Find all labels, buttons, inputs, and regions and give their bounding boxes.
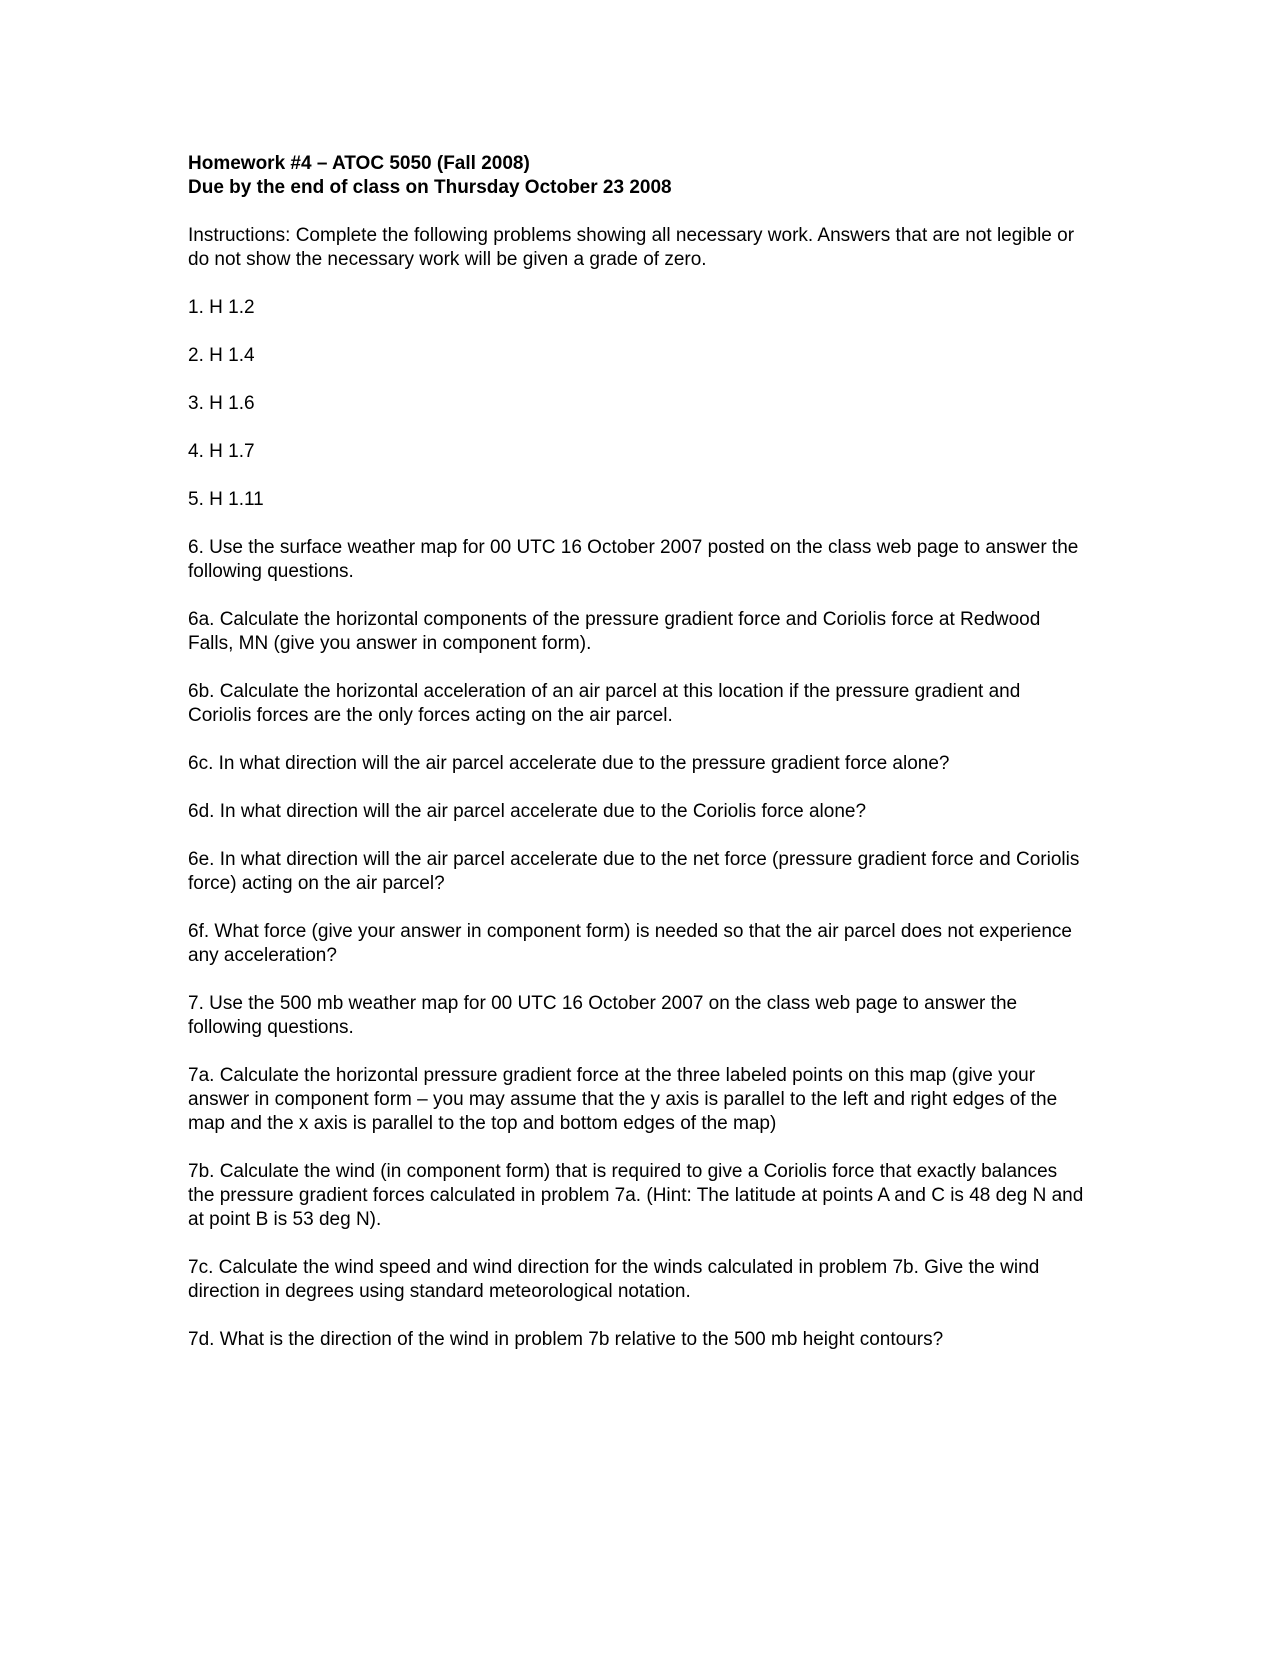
problem-6b: 6b. Calculate the horizontal acceleration of an air parcel at this location if the pressure gradient and Coriolis forces are the only forces acting on the air parcel. bbox=[188, 681, 1021, 726]
problem-6e: 6e. In what direction will the air parcel accelerate due to the net force (pressure gradient force and Coriolis force) acting on the air parcel? bbox=[188, 849, 1080, 894]
problem-6c: 6c. In what direction will the air parcel accelerate due to the pressure gradient force alone? bbox=[188, 753, 950, 774]
homework-title: Homework #4 – ATOC 5050 (Fall 2008) bbox=[188, 153, 530, 174]
problem-4: 4. H 1.7 bbox=[188, 441, 255, 462]
problem-3: 3. H 1.6 bbox=[188, 393, 255, 414]
problem-7b: 7b. Calculate the wind (in component form) that is required to give a Coriolis force that exactly balances the pressure gradient forces calculated in problem 7a. (Hint: The latitude at points A and C is 48 deg N and at point B is 53 deg N). bbox=[188, 1161, 1084, 1230]
problem-7c: 7c. Calculate the wind speed and wind direction for the winds calculated in problem 7b. Give the wind direction in degrees using standard meteorological notation. bbox=[188, 1257, 1040, 1302]
instructions: Instructions: Complete the following problems showing all necessary work. Answers that are not legible or do not show the necessary work will be given a grade of zero. bbox=[188, 225, 1075, 270]
problem-2: 2. H 1.4 bbox=[188, 345, 255, 366]
problem-7: 7. Use the 500 mb weather map for 00 UTC 16 October 2007 on the class web page to answer the following questions. bbox=[188, 993, 1018, 1038]
problem-6a: 6a. Calculate the horizontal components of the pressure gradient force and Coriolis force at Redwood Falls, MN (give you answer in component form). bbox=[188, 609, 1041, 654]
problem-6f: 6f. What force (give your answer in component form) is needed so that the air parcel does not experience any acceleration? bbox=[188, 921, 1072, 966]
problem-6: 6. Use the surface weather map for 00 UTC 16 October 2007 posted on the class web page to answer the following questions. bbox=[188, 537, 1079, 582]
problem-1: 1. H 1.2 bbox=[188, 297, 255, 318]
problem-7a: 7a. Calculate the horizontal pressure gradient force at the three labeled points on this map (give your answer in component form – you may assume that the y axis is parallel to the left and right edges of the map and the x axis is parallel to the top and bottom edges of the map) bbox=[188, 1065, 1058, 1134]
problem-6d: 6d. In what direction will the air parcel accelerate due to the Coriolis force alone? bbox=[188, 801, 867, 822]
problem-7d: 7d. What is the direction of the wind in problem 7b relative to the 500 mb height contours? bbox=[188, 1329, 944, 1350]
document-body bbox=[188, 152, 1088, 1352]
due-date: Due by the end of class on Thursday October 23 2008 bbox=[188, 177, 672, 198]
problem-5: 5. H 1.11 bbox=[188, 489, 264, 510]
